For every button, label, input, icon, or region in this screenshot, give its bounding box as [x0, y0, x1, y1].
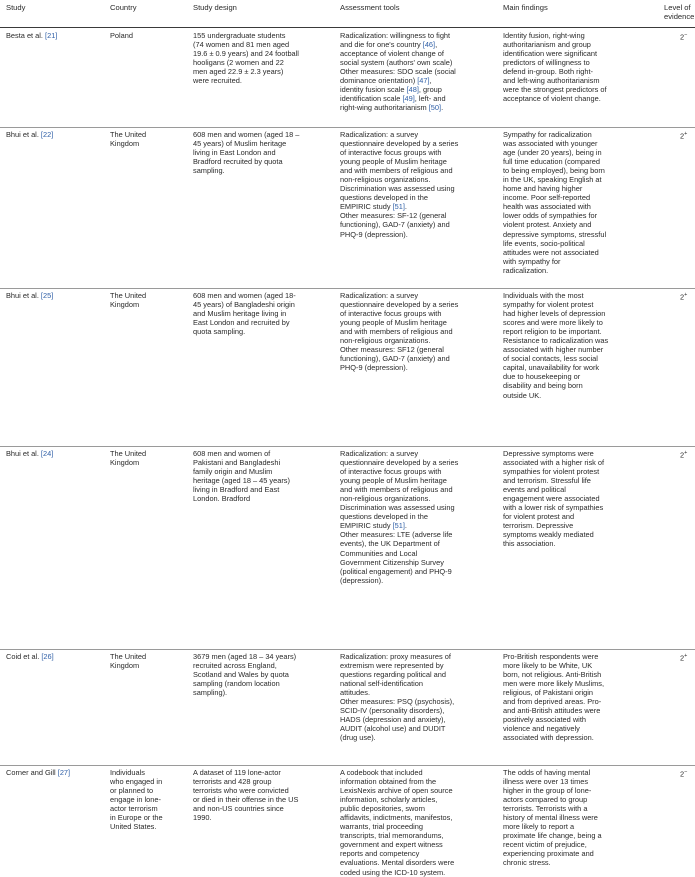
cell-main-findings-line: Identity fusion, right-wing: [503, 31, 585, 40]
evidence-grade: 2: [680, 769, 685, 779]
cell-study-design-line: quota sampling.: [193, 327, 246, 337]
study-citation: [24]: [40, 449, 54, 458]
cell-country-line: The United: [110, 449, 147, 458]
cell-study-design-line: Bradford recruited by quota: [193, 157, 283, 167]
cell-study: [6, 291, 106, 300]
cell-main-findings-line: Sympathy for radicalization: [503, 130, 592, 139]
cell-main-findings-line: Depressive symptoms were: [503, 449, 594, 458]
cell-main-findings-line: symptoms weakly mediated: [503, 530, 594, 540]
cell-assessment-tools-line: Communities and Local: [340, 548, 418, 558]
cell-assessment-tools-line: right-wing authoritarianism [50].: [340, 103, 444, 113]
cell-assessment-tools-line: (political engagement) and PHQ-9: [340, 566, 452, 576]
cell-main-findings-line: with sympathy for: [503, 256, 561, 266]
evidence-sign: +: [684, 653, 688, 659]
cell-main-findings-line: had higher levels of depression: [503, 309, 606, 319]
cell-assessment-tools-line: Radicalization: willingness to fight: [340, 31, 451, 40]
cell-assessment-tools-line: young people of Muslim heritage: [340, 318, 447, 328]
cell-main-findings-line: sympathies for violent protest: [503, 467, 600, 477]
study-author: Bhui et al.: [6, 130, 41, 139]
cell-main-findings-line: more likely to be White, UK: [503, 661, 593, 671]
cell-main-findings-line: scores and were more likely to: [503, 318, 603, 328]
study-author: Coid et al.: [6, 652, 42, 661]
cell-country: [110, 652, 186, 670]
cell-main-findings-line: outside UK.: [503, 390, 542, 400]
table-row: [0, 130, 695, 288]
row-separator: [0, 765, 695, 766]
cell-study: [6, 652, 106, 661]
cell-main-findings-line: more likely to report a: [503, 822, 575, 832]
cell-country-line: Individuals: [110, 768, 145, 777]
cell-assessment-tools-line: Other measures: PSQ (psychosis),: [340, 697, 455, 707]
cell-main-findings-line: sympathy for violent protest: [503, 300, 594, 310]
cell-assessment-tools-line: and with members of religious and: [340, 485, 453, 495]
cell-country-line: Kingdom: [110, 458, 140, 468]
cell-study-design-line: 1990.: [193, 813, 212, 823]
cell-study-design-line: 45 years) of Bangladeshi origin: [193, 300, 295, 310]
cell-country-line: engage in lone-: [110, 795, 161, 805]
cell-study-design-line: East London and recruited by: [193, 318, 290, 328]
cell-main-findings: [503, 130, 653, 275]
header-assessment-tools: Assessment tools: [340, 3, 400, 12]
cell-study-design-line: 155 undergraduate students: [193, 31, 286, 40]
cell-assessment-tools-line: Other measures: SF-12 (general: [340, 211, 447, 221]
cell-country-line: Poland: [110, 31, 134, 40]
cell-assessment-tools-line: Other measures: SDO scale (social: [340, 67, 456, 77]
cell-main-findings: [503, 449, 653, 549]
header-level-of-evidence-line2: evidence: [664, 12, 695, 21]
cell-study-design-line: and Muslim heritage living in: [193, 309, 287, 319]
cell-study-design-line: 45 years) of Muslim heritage: [193, 139, 287, 149]
cell-main-findings-line: and left-wing authoritarianism: [503, 76, 600, 86]
cell-main-findings-line: of social contacts, less social: [503, 354, 598, 364]
cell-main-findings-line: illness were over 13 times: [503, 777, 589, 787]
table-row: [0, 291, 695, 446]
cell-main-findings-line: due to housekeeping or: [503, 372, 581, 382]
cell-main-findings-line: engagement were associated: [503, 494, 600, 504]
cell-assessment-tools-line: evaluations. Mental disorders were: [340, 858, 455, 868]
cell-study-design-line: London. Bradford: [193, 494, 251, 504]
cell-assessment-tools: [340, 291, 495, 372]
cell-study-design: [193, 449, 333, 503]
cell-assessment-tools-line: PHQ-9 (depression).: [340, 229, 408, 239]
cell-main-findings-line: was associated with younger: [503, 139, 598, 149]
cell-evidence-level: [680, 31, 694, 42]
cell-evidence-level: [680, 291, 694, 302]
cell-assessment-tools-line: social system (authors' own scale): [340, 58, 453, 68]
cell-study-design-line: terrorists and 428 group: [193, 777, 272, 787]
cell-evidence-level: [680, 652, 694, 663]
cell-country: [110, 31, 186, 40]
cell-main-findings: [503, 768, 653, 868]
cell-main-findings-line: Pro-British respondents were: [503, 652, 599, 661]
citation-ref: [51]: [392, 202, 405, 212]
cell-assessment-tools-line: non-religious organizations.: [340, 175, 431, 185]
evidence-sign: −: [684, 32, 688, 38]
cell-main-findings-line: to being employed), being born: [503, 166, 605, 176]
cell-main-findings-line: with a lower risk of sympathies: [503, 503, 604, 513]
cell-assessment-tools-line: Government Citizenship Survey: [340, 557, 444, 567]
cell-country-line: Kingdom: [110, 661, 140, 671]
header-study: Study: [6, 3, 26, 12]
cell-assessment-tools-line: of interactive focus groups with: [340, 309, 442, 319]
cell-main-findings-line: actors compared to group: [503, 795, 588, 805]
cell-assessment-tools-line: reports and competency: [340, 849, 420, 859]
cell-main-findings-line: capital, unavailability for work: [503, 363, 600, 373]
cell-country: [110, 291, 186, 309]
citation-ref: [51]: [392, 521, 405, 531]
cell-main-findings-line: The odds of having mental: [503, 768, 591, 777]
citation-ref: [50]: [428, 103, 442, 113]
cell-study-design-line: hooligans (2 women and 22: [193, 58, 284, 68]
cell-country: [110, 449, 186, 467]
cell-assessment-tools-line: Radicalization: a survey: [340, 130, 419, 139]
cell-main-findings-line: were the strongest predictors of: [503, 85, 607, 95]
cell-main-findings-line: attitudes were not associated: [503, 247, 599, 257]
cell-study-design-line: (74 women and 81 men aged: [193, 40, 290, 50]
cell-assessment-tools-line: questions developed in the: [340, 512, 428, 522]
cell-main-findings-line: and from deprived areas. Pro-: [503, 697, 602, 707]
evidence-sign: −: [684, 769, 688, 775]
cell-study-design-line: 608 men and women (aged 18 –: [193, 130, 300, 139]
cell-assessment-tools: [340, 130, 495, 239]
header-level-of-evidence-line1: Level of: [664, 3, 691, 12]
cell-main-findings-line: positively associated with: [503, 715, 586, 725]
cell-main-findings-line: life events, socio-political: [503, 238, 585, 248]
cell-study-design-line: 19.6 ± 0.9 years) and 24 football: [193, 49, 299, 59]
evidence-grade: 2: [680, 131, 685, 141]
cell-main-findings-line: terrorists. Terrorists with a: [503, 804, 588, 814]
evidence-sign: +: [684, 450, 688, 456]
cell-study: [6, 768, 106, 777]
header-country: Country: [110, 3, 137, 12]
cell-assessment-tools-line: functioning), GAD-7 (anxiety) and: [340, 354, 450, 364]
cell-study: [6, 130, 106, 139]
cell-assessment-tools-line: and with members of religious and: [340, 166, 453, 176]
cell-country: [110, 130, 186, 148]
cell-main-findings-line: depressive symptoms, stressful: [503, 229, 607, 239]
cell-assessment-tools-line: Other measures: SF12 (general: [340, 345, 444, 355]
cell-assessment-tools-line: information, scholarly articles,: [340, 795, 438, 805]
cell-assessment-tools-line: government and expert witness: [340, 840, 443, 850]
cell-assessment-tools-line: questionnaire developed by a series: [340, 139, 459, 149]
cell-main-findings-line: in the UK, speaking English at: [503, 175, 602, 185]
cell-main-findings-line: proximate life change, being a: [503, 831, 602, 841]
cell-assessment-tools: [340, 768, 495, 877]
cell-main-findings-line: events and political: [503, 485, 566, 495]
cell-country-line: The United: [110, 130, 147, 139]
cell-assessment-tools-line: questions regarding political and: [340, 670, 447, 680]
cell-assessment-tools-line: coded using the ICD-10 system.: [340, 867, 446, 877]
evidence-grade: 2: [680, 292, 685, 302]
cell-country: [110, 768, 186, 831]
cell-main-findings-line: terrorism. Depressive: [503, 521, 574, 531]
cell-study-design: [193, 31, 333, 85]
cell-main-findings-line: full time education (compared: [503, 157, 600, 167]
cell-assessment-tools-line: young people of Muslim heritage: [340, 157, 447, 167]
table-row: [0, 768, 695, 876]
cell-study-design-line: sampling).: [193, 688, 228, 698]
cell-main-findings: [503, 652, 653, 742]
cell-assessment-tools-line: EMPIRIC study [51].: [340, 521, 407, 531]
cell-evidence-level: [680, 768, 694, 779]
cell-country-line: in Europe or the: [110, 813, 163, 823]
cell-study: [6, 31, 106, 40]
cell-evidence-level: [680, 449, 694, 460]
cell-assessment-tools-line: dominance orientation) [47],: [340, 76, 432, 86]
table-row: [0, 31, 695, 127]
cell-main-findings-line: associated with depression.: [503, 733, 594, 743]
cell-study-design-line: and non-US countries since: [193, 804, 284, 814]
row-separator: [0, 127, 695, 128]
table-row: [0, 449, 695, 649]
cell-assessment-tools-line: SCID-IV (personality disorders),: [340, 706, 445, 716]
cell-study-design-line: recruited across England,: [193, 661, 277, 671]
cell-study-design-line: A dataset of 119 lone-actor: [193, 768, 281, 777]
cell-assessment-tools: [340, 449, 495, 585]
cell-assessment-tools-line: Radicalization: proxy measures of: [340, 652, 451, 661]
cell-study-design-line: family origin and Muslim: [193, 467, 273, 477]
study-citation: [25]: [40, 291, 54, 300]
cell-country-line: United States.: [110, 822, 157, 832]
study-citation: [21]: [45, 31, 58, 40]
cell-study-design-line: sampling (random location: [193, 679, 280, 689]
cell-country-line: The United: [110, 291, 147, 300]
study-author: Bhui et al.: [6, 291, 41, 300]
cell-assessment-tools-line: warrants, trial proceeding: [340, 822, 423, 832]
cell-study-design-line: 608 men and women (aged 18-: [193, 291, 296, 300]
citation-ref: [49]: [402, 94, 415, 104]
cell-assessment-tools-line: questionnaire developed by a series: [340, 300, 459, 310]
row-separator: [0, 288, 695, 289]
table-row: [0, 652, 695, 765]
cell-assessment-tools-line: questions developed in the: [340, 193, 428, 203]
cell-study-design-line: men aged 22.9 ± 2.3 years): [193, 67, 284, 77]
study-citation: [26]: [41, 652, 54, 661]
cell-main-findings-line: and anti-British attitudes were: [503, 706, 601, 716]
cell-assessment-tools-line: HADS (depression and anxiety),: [340, 715, 446, 725]
cell-main-findings-line: defend in-group. Both right-: [503, 67, 593, 77]
cell-main-findings-line: health was associated with: [503, 202, 591, 212]
cell-main-findings-line: this association.: [503, 539, 556, 549]
cell-main-findings-line: higher in the group of lone-: [503, 786, 592, 796]
cell-country-line: actor terrorism: [110, 804, 158, 814]
cell-main-findings-line: religious, of Pakistani origin: [503, 688, 593, 698]
cell-country-line: or planned to: [110, 786, 154, 796]
table-header: [0, 0, 695, 28]
cell-study-design-line: Pakistani and Bangladeshi: [193, 458, 281, 468]
cell-main-findings-line: acceptance of violent change.: [503, 94, 601, 104]
cell-main-findings-line: disability and being born: [503, 381, 583, 391]
cell-study: [6, 449, 106, 458]
cell-study-design: [193, 768, 333, 822]
cell-country-line: Kingdom: [110, 300, 140, 310]
cell-study-design-line: sampling.: [193, 166, 225, 176]
cell-main-findings-line: Individuals with the most: [503, 291, 584, 300]
cell-study-design-line: terrorists who were convicted: [193, 786, 289, 796]
cell-main-findings-line: Resistance to radicalization was: [503, 336, 609, 346]
row-separator: [0, 446, 695, 447]
cell-main-findings-line: violence and negatively: [503, 724, 580, 734]
cell-assessment-tools-line: Discrimination was assessed using: [340, 503, 455, 513]
cell-study-design-line: living in Bradford and East: [193, 485, 280, 495]
citation-ref: [46]: [422, 40, 436, 50]
cell-main-findings-line: radicalization.: [503, 265, 549, 275]
evidence-sign: +: [684, 131, 688, 137]
cell-main-findings: [503, 291, 653, 400]
cell-assessment-tools-line: information obtained from the: [340, 777, 437, 787]
header-study-design: Study design: [193, 3, 237, 12]
evidence-grade: 2: [680, 450, 685, 460]
cell-study-design-line: living in East London and: [193, 148, 276, 158]
cell-study-design-line: heritage (aged 18 – 45 years): [193, 476, 290, 486]
cell-main-findings-line: chronic stress.: [503, 858, 551, 868]
cell-assessment-tools-line: PHQ-9 (depression).: [340, 363, 408, 373]
cell-assessment-tools-line: attitudes.: [340, 688, 370, 698]
cell-assessment-tools-line: questionnaire developed by a series: [340, 458, 459, 468]
cell-evidence-level: [680, 130, 694, 141]
cell-main-findings-line: associated with higher number: [503, 345, 604, 355]
cell-country-line: Kingdom: [110, 139, 140, 149]
cell-country-line: The United: [110, 652, 147, 661]
study-citation: [22]: [40, 130, 54, 139]
cell-assessment-tools-line: AUDIT (alcohol use) and DUDIT: [340, 724, 446, 734]
cell-assessment-tools-line: affidavits, indictments, manifestos,: [340, 813, 453, 823]
cell-main-findings-line: predictors of willingness to: [503, 58, 590, 68]
cell-study-design-line: were recruited.: [193, 76, 242, 86]
cell-main-findings-line: violent protest. Anxiety and: [503, 220, 592, 230]
cell-study-design-line: or died in their offense in the US: [193, 795, 299, 805]
study-citation: [27]: [57, 768, 71, 777]
cell-main-findings-line: income. Poor self-reported: [503, 193, 591, 203]
cell-assessment-tools-line: (depression).: [340, 575, 384, 585]
cell-study-design-line: Scotland and Wales by quota: [193, 670, 289, 680]
cell-main-findings-line: for violent protest and: [503, 512, 575, 522]
cell-assessment-tools-line: young people of Muslim heritage: [340, 476, 447, 486]
evidence-sign: +: [684, 292, 688, 298]
evidence-grade: 2: [680, 653, 685, 663]
row-separator: [0, 649, 695, 650]
cell-main-findings-line: associated with a higher risk of: [503, 458, 605, 468]
cell-assessment-tools-line: Discrimination was assessed using: [340, 184, 455, 194]
cell-main-findings-line: history of mental illness were: [503, 813, 598, 823]
cell-assessment-tools-line: events), the UK Department of: [340, 539, 440, 549]
cell-main-findings-line: men were more likely Muslims,: [503, 679, 605, 689]
cell-main-findings-line: experiencing proximate and: [503, 849, 594, 859]
cell-assessment-tools-line: national self-identification: [340, 679, 423, 689]
cell-assessment-tools-line: and with members of religious and: [340, 327, 453, 337]
cell-study-design: [193, 130, 333, 175]
cell-assessment-tools-line: LexisNexis archive of open source: [340, 786, 453, 796]
study-author: Corner and Gill: [6, 768, 58, 777]
cell-assessment-tools-line: acceptance of violent change of: [340, 49, 444, 59]
cell-assessment-tools-line: non-religious organizations.: [340, 494, 431, 504]
cell-study-design: [193, 291, 333, 336]
study-author: Bhui et al.: [6, 449, 41, 458]
cell-assessment-tools-line: of interactive focus groups with: [340, 148, 442, 158]
cell-assessment-tools: [340, 31, 495, 112]
cell-assessment-tools-line: (drug use).: [340, 733, 376, 743]
cell-country-line: who engaged in: [110, 777, 163, 787]
cell-study-design: [193, 652, 333, 697]
study-author: Besta et al.: [6, 31, 46, 40]
cell-assessment-tools-line: Other measures: LTE (adverse life: [340, 530, 453, 540]
cell-assessment-tools-line: identification scale [49], left- and: [340, 94, 446, 104]
citation-ref: [48]: [406, 85, 419, 95]
cell-study-design-line: 3679 men (aged 18 – 34 years): [193, 652, 297, 661]
cell-main-findings-line: identification were significant: [503, 49, 598, 59]
header-main-findings: Main findings: [503, 3, 548, 12]
cell-main-findings-line: authoritarianism and group: [503, 40, 591, 50]
cell-main-findings-line: born, not religious. Anti-British: [503, 670, 602, 680]
cell-assessment-tools-line: extremism were represented by: [340, 661, 444, 671]
cell-assessment-tools-line: identity fusion scale [48], group: [340, 85, 442, 95]
cell-assessment-tools-line: Radicalization: a survey: [340, 449, 419, 458]
cell-main-findings-line: report religion to be important.: [503, 327, 602, 337]
cell-main-findings-line: age (under 20 years), being in: [503, 148, 602, 158]
cell-assessment-tools-line: EMPIRIC study [51].: [340, 202, 407, 212]
cell-main-findings-line: recent victim of prejudice,: [503, 840, 587, 850]
cell-assessment-tools-line: functioning), GAD-7 (anxiety) and: [340, 220, 450, 230]
cell-study-design-line: 608 men and women of: [193, 449, 271, 458]
citation-ref: [47]: [417, 76, 430, 86]
evidence-grade: 2: [680, 32, 685, 42]
cell-main-findings-line: home and having higher: [503, 184, 583, 194]
cell-assessment-tools-line: non-religious organizations.: [340, 336, 431, 346]
cell-assessment-tools-line: and die for one's country [46],: [340, 40, 438, 50]
cell-main-findings-line: lower odds of sympathies for: [503, 211, 598, 221]
cell-assessment-tools-line: A codebook that included: [340, 768, 423, 777]
header-rule: [0, 27, 695, 28]
cell-assessment-tools-line: of interactive focus groups with: [340, 467, 442, 477]
cell-assessment-tools-line: Radicalization: a survey: [340, 291, 419, 300]
cell-main-findings: [503, 31, 653, 103]
cell-assessment-tools-line: public depositories, sworn: [340, 804, 426, 814]
cell-assessment-tools: [340, 652, 495, 742]
cell-main-findings-line: and terrorism. Stressful life: [503, 476, 591, 486]
cell-assessment-tools-line: transcripts, trial memorandums,: [340, 831, 444, 841]
